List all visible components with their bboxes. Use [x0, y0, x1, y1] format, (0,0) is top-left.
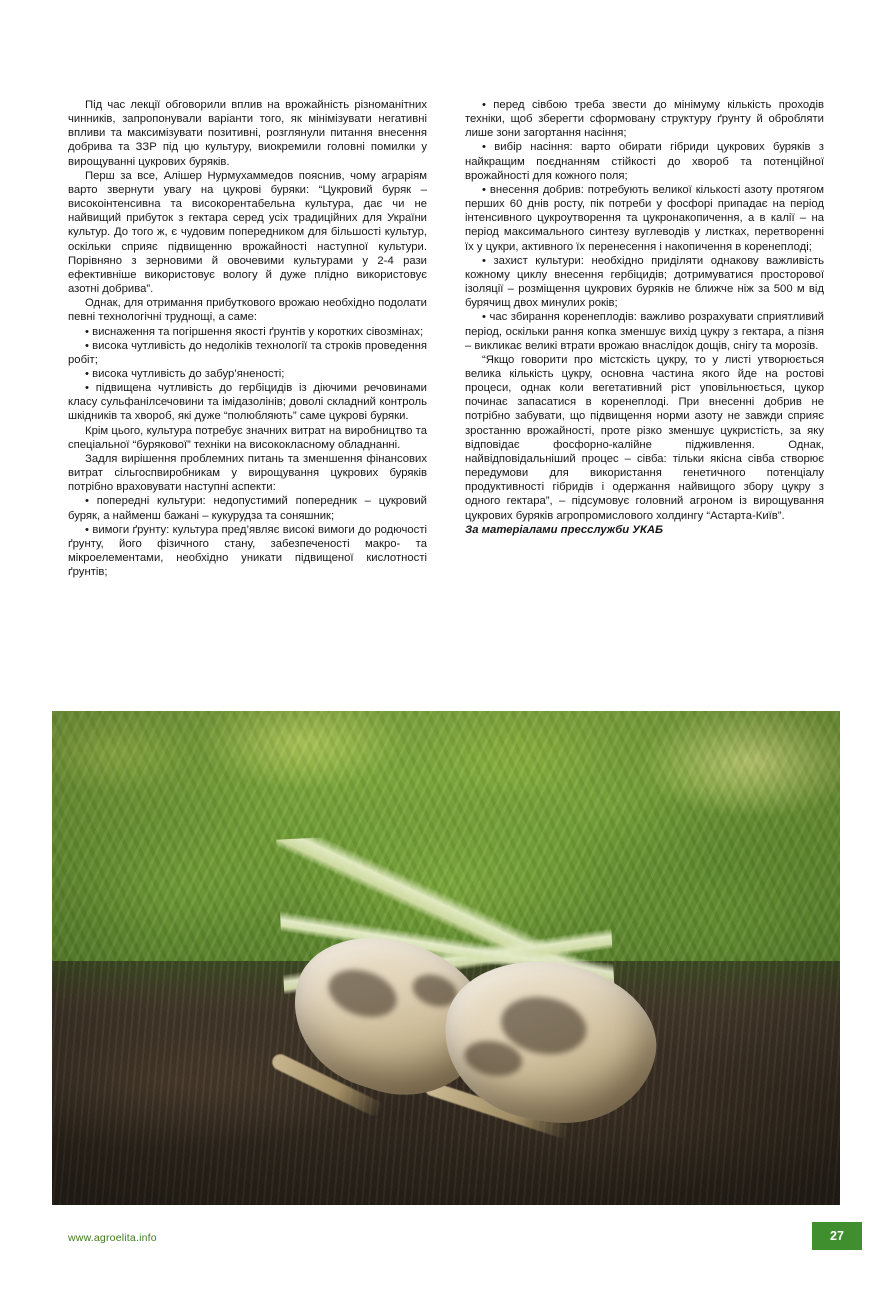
bullet-item: • підвищена чутливість до гербіцидів із діючими речовинами класу сульфанілсечовини та імідазолінів; доволі складний контроль шкідників та хвороб, які дуже “полюбляють” саме цукрові буряки. — [68, 382, 427, 423]
sugar-beet-field-photo — [52, 711, 840, 1205]
photo-canvas — [52, 711, 840, 1205]
paragraph: “Якщо говорити про містскість цукру, то у листі утворюється велика кількість цукру, основна частина якого йде на ростові процеси, однак коли вегетативний ріст уповільнюється, цукор починає запасатися в коренеплоді. При внесенні добрив не потрібно забувати, що підвищення норми азоту не завжди сприяє зростанню врожайності, проте різко зменшує цукристість, за яку відповідає фосфорно-калійне підживлення. Однак, найвідповідальніший процес – сівба: тільки якісна сівба створює передумови для використання генетичного потенціалу продуктивності гібридів і одержання найвищого збору цукру з одного гектара”, – підсумовує головний агроном із вирощування цукрових буряків агропромислового холдингу “Астарта-Київ”. — [465, 353, 824, 522]
bullet-item: • вимоги ґрунту: культура пред’являє високі вимоги до родючості ґрунту, його фізичного стану, забезпеченості макро- та мікроелементами, необхідно уникати підвищеної кислотності ґрунтів; — [68, 523, 427, 579]
article-signature: За матеріалами пресслужби УКАБ — [465, 523, 663, 536]
paragraph: Однак, для отримання прибуткового врожаю необхідно подолати певні технологічні труднощі, а саме: — [68, 297, 427, 324]
right-column — [465, 98, 824, 579]
photo-vignette — [52, 711, 840, 1205]
left-column — [68, 98, 427, 579]
article-columns — [68, 98, 824, 579]
footer-website-url[interactable]: www.agroelita.info — [68, 1232, 157, 1244]
bullet-item: • внесення добрив: потребують великої кількості азоту протягом перших 60 днів росту, пік потреби у фосфорі припадає на період інтенсивного цукроутворення та цукронакопичення, а в калії – на період максимального синтезу вуглеводів у листках, перетворенні їх у цукри, активного їх перенесення і накопичення в коренеплоді; — [465, 183, 824, 253]
paragraph: Перш за все, Алішер Нурмухаммедов пояснив, чому аграріям варто звернути увагу на цукрові буряки: “Цукровий буряк – високоінтенсивна та високорентабельна культура, дає чи не найвищий прибуток з гектара серед усіх традиційних для України культур. До того ж, є чудовим попередником для більшості культур, оскільки сприяє підвищенню врожайності наступної культури. Порівняно з зерновими й овочевими культурами у 2-4 рази ефективніше використовує вологу й дуже плідно використовує азотні добрива”. — [68, 169, 427, 296]
bullet-item: • висока чутливість до недоліків технології та строків проведення робіт; — [68, 339, 427, 366]
page-number-badge: 27 — [812, 1222, 862, 1250]
bullet-item: • виснаження та погіршення якості ґрунтів у коротких сівозмінах; — [85, 325, 424, 338]
paragraph: Задля вирішення проблемних питань та зменшення фінансових витрат сільгоспвиробникам у вирощування цукрових буряків потрібно враховувати наступні аспекти: — [68, 452, 427, 494]
paragraph: Під час лекції обговорили вплив на врожайність різноманітних чинників, запропонували варіанти того, як мінімізувати негативні впливи та максимізувати позитивні, розглянули питання внесення добрива та ЗЗР під цю культуру, виокремили головні помилки у вирощуванні цукрових буряків. — [68, 99, 427, 168]
bullet-item: • захист культури: необхідно приділяти однакову важливість кожному циклу внесення гербіцидів; дотримуватися просторової ізоляції – розміщення цукрових буряків не ближче ніж за 500 м від бурячищ двох минулих років; — [465, 254, 824, 310]
bullet-item: • висока чутливість до забур’яненості; — [85, 367, 285, 380]
bullet-item: • час збирання коренеплодів: важливо розрахувати сприятливий період, оскільки рання копка зменшує вихід цукру з гектара, а пізня – викликає великі втрати врожаю внаслідок дощів, снігу та морозів. — [465, 311, 824, 352]
bullet-item: • попередні культури: недопустимий попередник – цукровий буряк, а найменш бажані – кукурудза та соняшник; — [68, 495, 427, 522]
bullet-item: • вибір насіння: варто обирати гібриди цукрових буряків з найкращим поєднанням стійкості до хвороб та потенційної врожайності для кожного поля; — [465, 141, 824, 182]
paragraph: Крім цього, культура потребує значних витрат на виробництво та спеціальної “бурякової” техніки на висококласному обладнанні. — [68, 424, 427, 451]
bullet-item: • перед сівбою треба звести до мінімуму кількість проходів техніки, щоб зберегти сформовану структуру ґрунту й обробляти лише зони загортання насіння; — [465, 99, 824, 140]
